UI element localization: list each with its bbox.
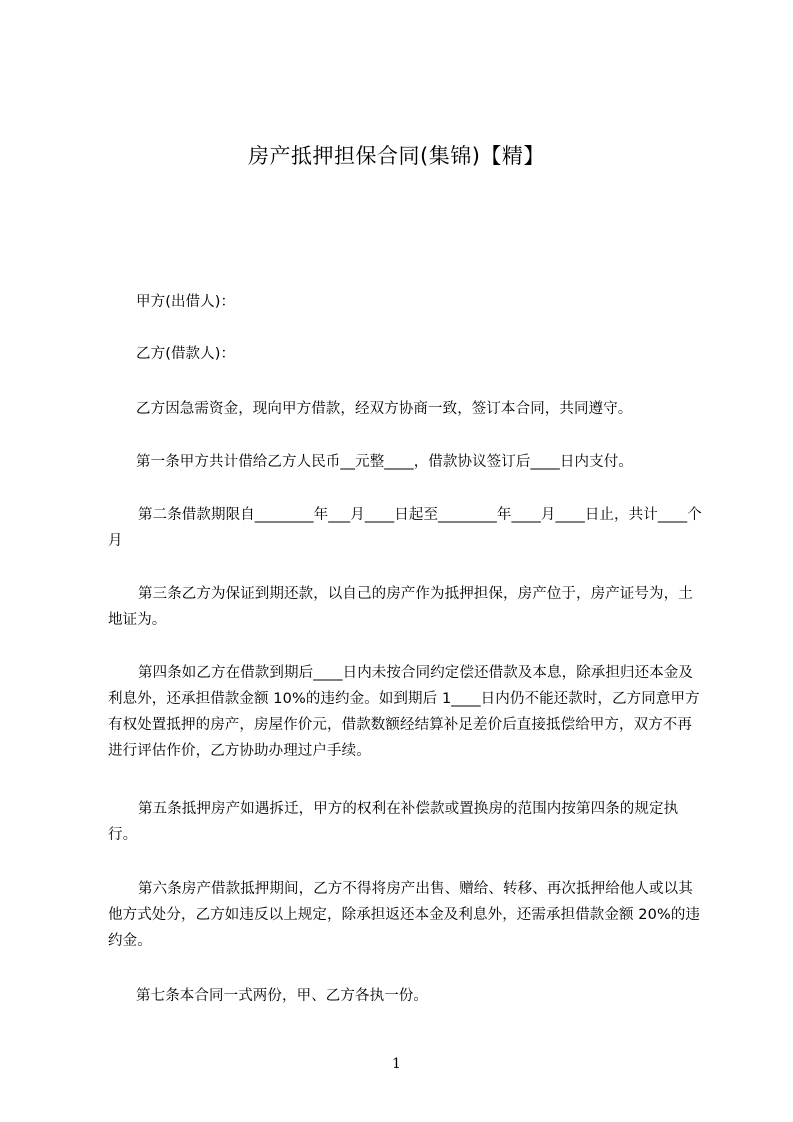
clause-3-paragraph: 第三条乙方为保证到期还款，以自己的房产作为抵押担保，房产位于，房产证号为，土地证为。 (108, 586, 693, 628)
clause-6-paragraph: 第六条房产借款抵押期间，乙方不得将房产出售、赠给、转移、再次抵押给他人或以其他方式处分，乙方如违反以上规定，除承担返还本金及利息外，还需承担借款金额 20%的违约金。 (108, 881, 701, 949)
clause-5-paragraph: 第五条抵押房产如遇拆迁，甲方的权利在补偿款或置换房的范围内按第四条的规定执行。 (108, 801, 679, 843)
clause-1-paragraph: 第一条甲方共计借给乙方人民币__元整____，借款协议签订后____日内支付。 (136, 454, 633, 470)
preamble-paragraph: 乙方因急需资金，现向甲方借款，经双方协商一致，签订本合同，共同遵守。 (136, 401, 633, 417)
page-number: 1 (392, 1056, 401, 1072)
clause-4-paragraph: 第四条如乙方在借款到期后____日内未按合同约定偿还借款及本息，除承担归还本金及利息外，还承担借款金额 10%的违约金。如到期后 1____日内仍不能还款时，乙方同意甲方有权处置抵押的房产，房屋作价元，借款数额经结算补足差价后直接抵偿给甲方，双方不再进行评估作价，乙方协助办理过户手续。 (108, 665, 700, 759)
clause-2-paragraph: 第二条借款期限自________年___月____日起至________年____月____日止，共计____个月 (108, 507, 702, 549)
party-b-line: 乙方(借款人)： (136, 346, 236, 362)
document-title: 房产抵押担保合同(集锦)【精】 (248, 144, 545, 168)
party-a-line: 甲方(出借人)： (136, 294, 236, 310)
clause-7-paragraph: 第七条本合同一式两份，甲、乙方各执一份。 (136, 988, 428, 1004)
